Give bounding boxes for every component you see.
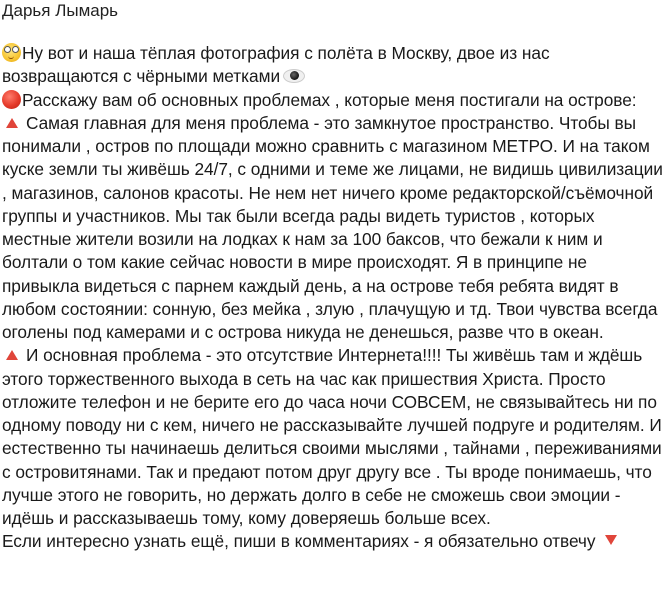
post-line: Если интересно узнать ещё, пиши в комментариях - я обязательно отвечу	[2, 530, 670, 553]
author-name[interactable]: Дарья Лымарь	[2, 1, 119, 20]
post-line: понимали , остров по площади можно сравнить с магазином МЕТРО. И на таком	[2, 136, 650, 156]
post-line: Расскажу вам об основных проблемах , которые меня постигали на острове:	[2, 89, 670, 112]
post-line: отложите телефон и не берите его до часа ночи СОВСЕМ, не связывайтесь ни по	[2, 391, 657, 412]
post-line: болтали о том какие сейчас новости в мире происходят. Я в принципе не	[2, 252, 587, 273]
post-line: идёшь и рассказываешь тому, кому доверяешь больше всех.	[2, 508, 491, 528]
post-line: Самая главная для меня проблема - это замкнутое пространство. Чтобы вы	[2, 112, 670, 135]
post-line: Ну вот и наша тёплая фотография с полёта в Москву, двое из нас	[2, 42, 670, 65]
post-line: куске земли ты живёшь 24/7, с одними и теме же лицами, не видишь цивилизации	[2, 159, 663, 180]
post-line: группы и участников. Мы так были всегда рады видеть туристов , которых	[2, 205, 595, 226]
red-triangle-down-icon	[605, 535, 617, 545]
post-line: возвращаются с чёрными метками	[2, 65, 670, 88]
red-triangle-up-icon	[6, 350, 18, 360]
post-line: И основная проблема - это отсутствие Интернета!!!! Ты живёшь там и ждёшь	[2, 344, 670, 367]
post-line: с островитянами. Так и предают потом друг другу все . Ты вроде понимаешь, что	[2, 461, 652, 482]
post-line: местные жители возили на лодках к нам за 100 баксов, что бежали к ним и	[2, 229, 603, 249]
post-line: одному поводу ни с кем, ничего не рассказывайте лучшей подруге и родителям. И	[2, 415, 662, 435]
post-line: естественно ты начинаешь делиться своими мыслями , тайнами , переживаниями	[2, 438, 662, 459]
flushed-face-icon	[2, 43, 21, 62]
post-line: этого торжественного выхода в сеть на час как пришествия Христа. Просто	[2, 368, 606, 389]
post-line: , магазинов, салонов красоты. Не нем нет ничего кроме редакторской/съёмочной	[2, 182, 654, 203]
post-line: привыкла видеться с парнем каждый день, а на острове тебя ребята видят в	[2, 275, 619, 296]
red-triangle-up-icon	[6, 118, 18, 128]
post-line: любом состоянии: сонную, без мейка , злую , плачущую и тд. Твои чувства всегда	[2, 298, 658, 319]
post-body	[2, 42, 670, 554]
eye-icon	[283, 69, 305, 83]
post-line: лучше этого не говорить, но держать долго в себе не сможешь свои эмоции -	[2, 484, 621, 505]
post-line: оголены под камерами и с острова никуда не денешься, разве что в океан.	[2, 322, 604, 342]
red-circle-icon	[2, 90, 21, 109]
